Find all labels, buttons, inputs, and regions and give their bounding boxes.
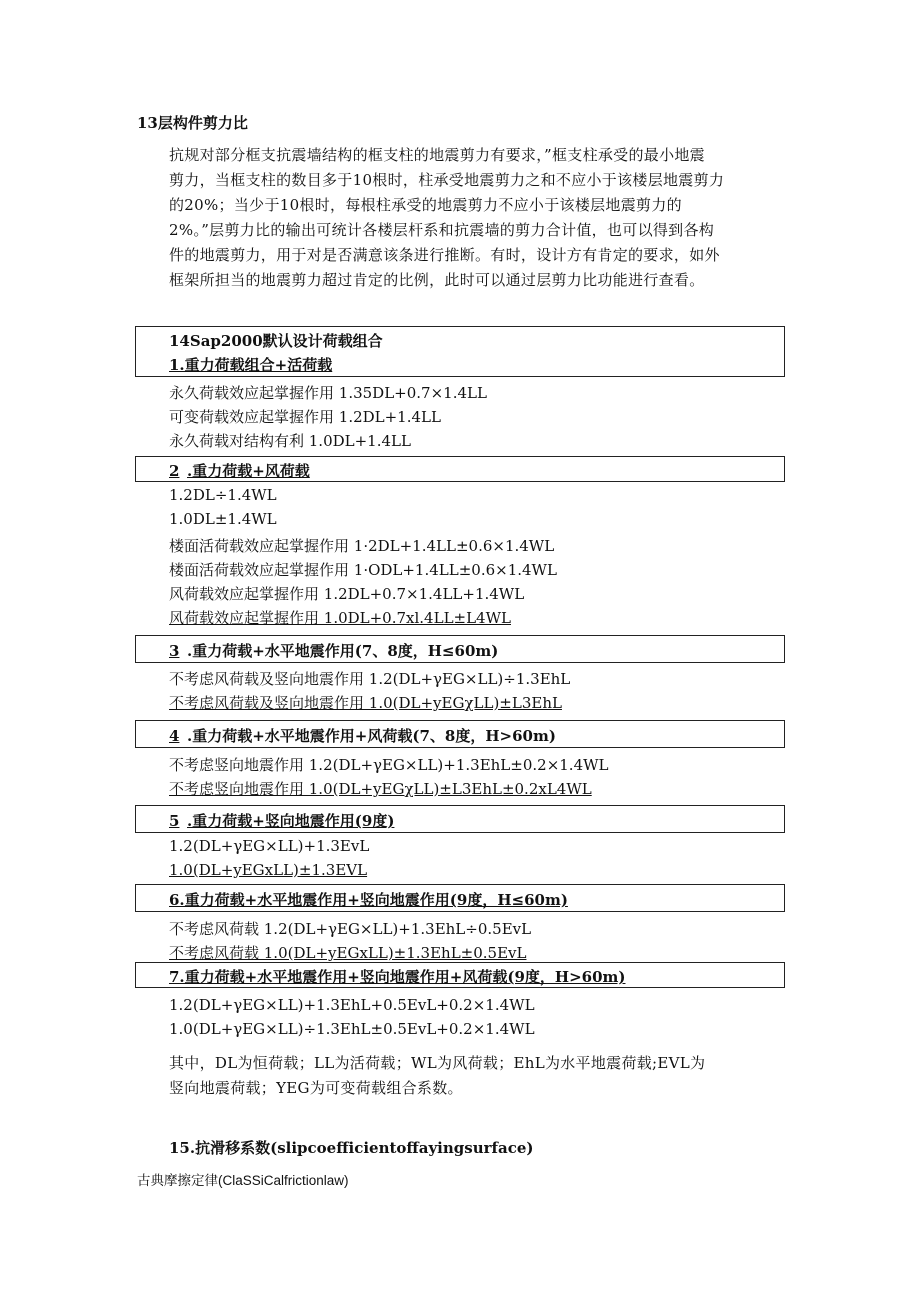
group-7-heading: 7.重力荷载+水平地震作用+竖向地震作用+风荷载(9度，H>60m) [169, 968, 626, 986]
group-3-row: 不考虑风荷载及竖向地震作用 1.2(DL+γEG×LL)÷1.3EhL [169, 670, 571, 688]
legend-note-line: 竖向地震荷载；YEG为可变荷载组合系数。 [169, 1079, 463, 1097]
group-5-heading [169, 810, 394, 831]
paragraph-line: 抗规对部分框支抗震墙结构的框支柱的地震剪力有要求，”框支柱承受的最小地震 [169, 146, 705, 164]
group-3-row: 不考虑风荷载及竖向地震作用 1.0(DL+yEGχLL)±L3EhL [169, 694, 562, 712]
section-14-title: 14Sap2000默认设计荷载组合 [169, 332, 383, 350]
group-5-row: 1.2(DL+γEG×LL)+1.3EvL [169, 837, 370, 855]
group-1-heading: 1.重力荷载组合+活荷载 [169, 356, 333, 374]
group-4-heading-text: .重力荷载+水平地震作用+风荷载(7、8度，H>60m) [187, 727, 556, 745]
group-1-row: 可变荷载效应起掌握作用 1.2DL+1.4LL [169, 408, 441, 426]
group-2-heading-text: .重力荷载+风荷载 [187, 462, 310, 480]
paragraph-line: 的20%；当少于10根时，每根柱承受的地震剪力不应小于该楼层地震剪力的 [169, 196, 682, 214]
group-5-number: 5 [169, 812, 180, 830]
paragraph-line: 2%。”层剪力比的输出可统计各楼层杆系和抗震墙的剪力合计值，也可以得到各构 [169, 221, 715, 239]
group-2-row: 1.0DL±1.4WL [169, 510, 277, 528]
group-4-row: 不考虑竖向地震作用 1.2(DL+γEG×LL)+1.3EhL±0.2×1.4WL [169, 756, 609, 774]
group-1-row: 永久荷载效应起掌握作用 1.35DL+0.7×1.4LL [169, 384, 487, 402]
section-15-title: 15.抗滑移系数(slipcoefficientoffayingsurface) [169, 1139, 534, 1157]
group-4-heading [169, 725, 556, 746]
group-6-row: 不考虑风荷载 1.2(DL+γEG×LL)+1.3EhL÷0.5EvL [169, 920, 532, 938]
section-13-title: 13层构件剪力比 [137, 114, 248, 132]
group-2-row: 楼面活荷载效应起掌握作用 1·2DL+1.4LL±0.6×1.4WL [169, 537, 555, 555]
legend-note-line: 其中，DL为恒荷载；LL为活荷载；WL为风荷载；EhL为水平地震荷载;EVL为 [169, 1054, 706, 1072]
group-2-row: 1.2DL÷1.4WL [169, 486, 277, 504]
group-2-row: 楼面活荷载效应起掌握作用 1·ODL+1.4LL±0.6×1.4WL [169, 561, 557, 579]
group-1-row: 永久荷载对结构有利 1.0DL+1.4LL [169, 432, 411, 450]
group-2-row: 风荷载效应起掌握作用 1.2DL+0.7×1.4LL+1.4WL [169, 585, 525, 603]
group-3-heading-text: .重力荷载+水平地震作用(7、8度，H≤60m) [187, 642, 499, 660]
group-5-heading-text: .重力荷载+竖向地震作用(9度) [187, 812, 395, 830]
paragraph-line: 剪力，当框支柱的数目多于10根时，柱承受地震剪力之和不应小于该楼层地震剪力 [169, 171, 725, 189]
paragraph-line: 件的地震剪力，用于对是否满意该条进行推断。有时，设计方有肯定的要求，如外 [169, 246, 720, 264]
group-7-row: 1.0(DL+γEG×LL)÷1.3EhL±0.5EvL+0.2×1.4WL [169, 1020, 535, 1038]
group-4-number: 4 [169, 727, 180, 745]
group-6-row: 不考虑风荷载 1.0(DL+yEGxLL)±1.3EhL±0.5EvL [169, 944, 527, 962]
section-13-paragraph [169, 143, 785, 293]
group-3-number: 3 [169, 642, 180, 660]
group-2-number: 2 [169, 462, 180, 480]
group-6-heading: 6.重力荷载+水平地震作用+竖向地震作用(9度，H≤60m) [169, 891, 568, 909]
group-4-row: 不考虑竖向地震作用 1.0(DL+yEGχLL)±L3EhL±0.2xL4WL [169, 780, 592, 798]
group-3-heading [169, 640, 498, 661]
paragraph-line: 框架所担当的地震剪力超过肯定的比例，此时可以通过层剪力比功能进行查看。 [169, 271, 705, 289]
group-2-row: 风荷载效应起掌握作用 1.0DL+0.7xl.4LL±L4WL [169, 609, 511, 627]
group-7-row: 1.2(DL+γEG×LL)+1.3EhL+0.5EvL+0.2×1.4WL [169, 996, 535, 1014]
group-2-heading [169, 460, 310, 481]
section-15-subtitle: 古典摩擦定律(ClaSSiCalfrictionlaw) [137, 1173, 349, 1188]
group-5-row: 1.0(DL+yEGxLL)±1.3EVL [169, 861, 368, 879]
